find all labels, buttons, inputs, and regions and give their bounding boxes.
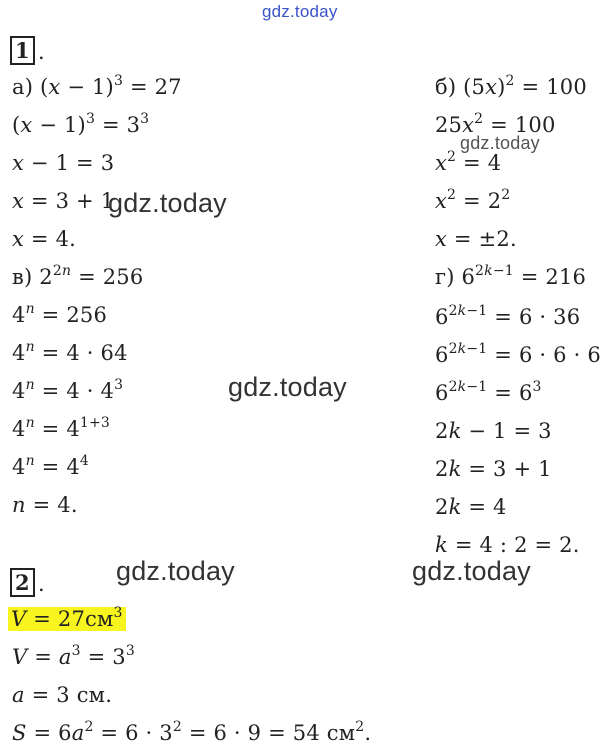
task2-line-3: a = 3 см.: [12, 683, 113, 707]
task1-g-line-1: г) $6^{2k-1} = 216$: [435, 263, 587, 289]
task1-b-label: б): [435, 75, 457, 99]
task1-v-line-1: в) $2^{2n} = 256$: [12, 263, 144, 289]
task1-v-label: в): [12, 265, 33, 289]
task1-b-line-4: $x^2 = 2^2$: [435, 187, 511, 213]
task-number-dot: .: [38, 40, 45, 64]
task1-g-line-2: $6^{2k-1} = 6 \cdot 36$: [435, 303, 581, 329]
task1-v-line-6: $4^n = 4^4$: [12, 453, 89, 479]
task1-a-line-5: x = 4.: [12, 227, 77, 251]
task1-g-line-4: $6^{2k-1} = 6^3$: [435, 379, 542, 405]
task-number-dot: .: [38, 572, 45, 596]
watermark-top: gdz.today: [262, 2, 338, 21]
task1-g-line-7: 2k = 4: [435, 495, 507, 519]
task1-g-line-5: 2k − 1 = 3: [435, 419, 552, 443]
task1-g-line-3: $6^{2k-1} = 6 \cdot 6 \cdot 6$: [435, 341, 601, 367]
task-number-2: 2: [10, 568, 35, 597]
task1-v-line-5: $4^n = 4^{1+3}$: [12, 415, 111, 441]
task1-a-line-2: $(x - 1)^3 = 3^3$: [12, 111, 150, 137]
task1-g-line-8: k = 4 : 2 = 2.: [435, 533, 580, 557]
task1-b-line-5: x = ±2.: [435, 227, 517, 251]
task1-a-line-1: а) $(x - 1)^3 = 27$: [12, 73, 182, 99]
task1-g-label: г): [435, 265, 455, 289]
task1-a-label: а): [12, 75, 34, 99]
task2-line-1-highlighted: $V = 27см^3$: [8, 606, 126, 632]
task1-g-line-6: 2k = 3 + 1: [435, 457, 552, 481]
task1-b-line-2: $25x^2 = 100$: [435, 111, 556, 137]
task1-v-line-4: $4^n = 4 \cdot 4^3$: [12, 377, 124, 403]
watermark: gdz.today: [460, 133, 540, 153]
task1-v-line-2: $4^n = 256$: [12, 301, 108, 327]
watermark: gdz.today: [116, 556, 235, 586]
task1-v-line-3: $4^n = 4 \cdot 64$: [12, 339, 128, 365]
task1-a-line-4: x = 3 + 1: [12, 189, 115, 213]
task1-a-line-3: x − 1 = 3: [12, 151, 115, 175]
task1-b-line-3: $x^2 = 4$: [435, 149, 502, 175]
watermark: gdz.today: [108, 188, 227, 218]
task1-b-line-1: б) $(5x)^2 = 100$: [435, 73, 587, 99]
task1-v-line-7: n = 4.: [12, 493, 78, 517]
task2-line-2: $V = a^3 = 3^3$: [12, 643, 135, 669]
task-number-1: 1: [10, 36, 35, 65]
task2-line-4: $S = 6a^2 = 6 \cdot 3^2 = 6 \cdot 9 = 54$ $см^2$.: [12, 719, 372, 745]
watermark: gdz.today: [412, 556, 531, 586]
watermark: gdz.today: [228, 372, 347, 402]
